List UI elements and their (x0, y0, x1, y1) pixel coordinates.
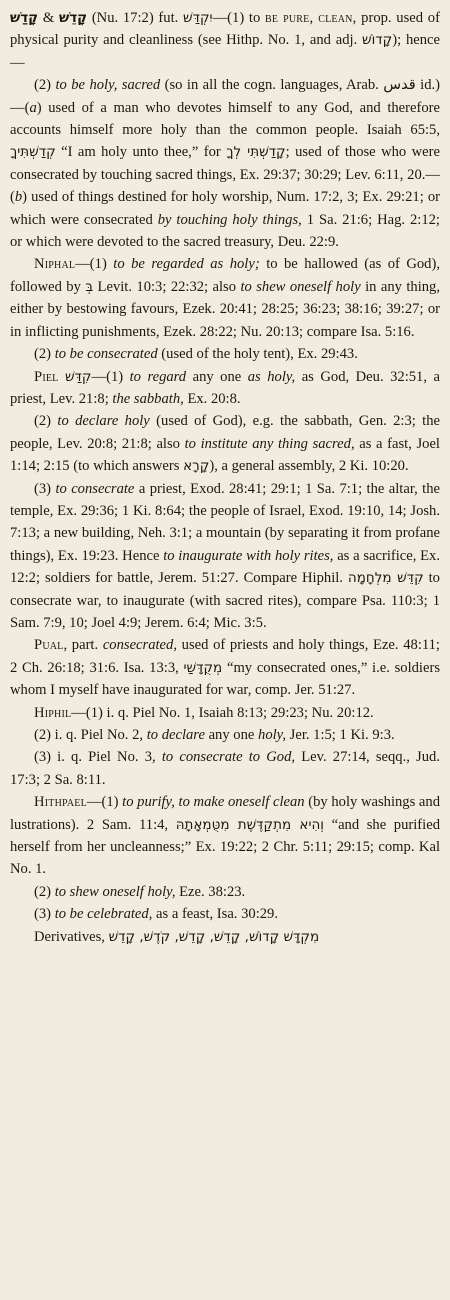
hithpael-hebrew: וְהִיא מִתְקַדֶּשֶׁת מִטֻּמְאָתָהּ (175, 816, 324, 833)
piel-label: Piel (34, 368, 59, 385)
niphal-sense1-gloss2: to shew oneself holy (240, 278, 361, 295)
piel-sense2-gloss2: to institute any thing sacred, (184, 435, 355, 452)
sense2-text1: (so in all the cogn. languages, Arab. (164, 77, 379, 94)
piel-sense2-gloss: to declare holy (57, 413, 150, 430)
pual-text3: ” i.e. soldiers whom I myself have inaugurated for war, comp. Jer. 51:27. (10, 659, 440, 699)
sense2-text3: ) used of a man who devotes himself to any God, and therefore accounts himself more holy than the common people. Isaiah 65:5, (10, 99, 440, 139)
sense2-text2: id.)—( (10, 77, 441, 116)
piel-sense1-lead: —(1) (91, 368, 124, 385)
isaiah-quote-open: “ (61, 144, 68, 161)
ref-numbers: (Nu. 17:2) fut. (91, 10, 179, 26)
hithpael-sense2-num: (2) (34, 883, 52, 900)
piel-sense2-text3: ), a general assembly, 2 Ki. 10:20. (209, 458, 409, 475)
entry-column (10, 7, 440, 948)
hithpael-sense-2 (10, 881, 440, 903)
piel-sense1-text3: Ex. 20:8. (187, 390, 241, 407)
amp: & (42, 10, 55, 26)
pual-section (10, 634, 440, 701)
piel-sense3-text1: a priest, Exod. 28:41; 29:1; 1 Sa. 7:1; the altar, the temple, Ex. 29:36; 1 Ki. 8:64; the people of Israel, Exod. 19:10, 14; Josh. 7:13; a new building, Neh. 3:1; a mountain (by separating it from profane things), Ex. 19:23. Hence (10, 480, 440, 564)
headword-variant: קָדֵשׁ (58, 10, 88, 26)
hiphil-sense1: —(1) i. q. Piel No. 1, Isaiah 8:13; 29:23; Nu. 20:12. (71, 704, 374, 721)
hiphil-sense-2 (10, 724, 440, 746)
pual-text2: used of priests and holy things, Eze. 48:11; 2 Ch. 26:18; 31:6. Isa. 13:3, (10, 637, 440, 676)
fut-form: יִקְדַּשׁ (183, 10, 213, 26)
niphal-sense1-lead: —(1) (75, 256, 107, 273)
arabic-cognate: قدس (383, 76, 416, 94)
derivatives-line (10, 926, 440, 948)
isaiah-gloss: I am holy unto thee, (67, 144, 192, 161)
piel-war-hebrew: קִדֵּשׁ מִלְחָמָה (347, 570, 424, 587)
niphal-sense1-text3: in any thing, either by bestowing favours, Ezek. 20:41; 28:25; 36:23; 38:16; 39:27; or in inflicting punishments, Ezek. 28:22; Nu. 20:13; compare Isa. 5:16. (10, 278, 441, 340)
hithpael-text2: ” Ex. 19:22; 2 Chr. 5:11; 29:15; comp. Kal No. 1. (10, 839, 441, 878)
hiphil-label: Hiphil (34, 704, 72, 721)
hiphil-sense3-gloss: to consecrate to God, (161, 749, 296, 766)
piel-sense3-text2: as a sacrifice, Ex. 12:2; soldiers for battle, Jerem. 51:27. Compare Hiphil. (10, 547, 440, 587)
hiphil-sense-3 (10, 746, 440, 791)
niphal-sense1-text2: Levit. 10:3; 22:32; also (97, 278, 237, 295)
piel-sense1-gloss2: as holy, (247, 368, 296, 385)
touching-gloss: by touching holy things, (157, 211, 302, 228)
piel-qara: קָרָא (183, 458, 210, 475)
hithpael-section (10, 791, 440, 881)
sense1-caps: be pure, clean, (265, 10, 357, 26)
sense1-rest: prop. used of physical purity and cleanliness (see Hithp. No. 1, and adj. (10, 10, 440, 49)
piel-sense-2 (10, 410, 440, 477)
hithpael-sense2-gloss: to shew oneself holy, (54, 883, 176, 900)
hithpael-sense3-num: (3) (34, 906, 52, 923)
sense2-text4: ; used of those who were consecrated by touching sacred things, Ex. 29:37; 30:29; Lev. 6:11, 20.—( (10, 144, 440, 206)
hiphil-sense2-text1: (2) i. q. Piel No. 2, (34, 727, 144, 743)
adj-form: קָדוֹשׁ (362, 32, 393, 49)
sense2-gloss: to be holy, sacred (55, 77, 161, 94)
niphal-sense1-text1: to be hallowed (as of God), followed by (10, 256, 440, 295)
piel-sense-3 (10, 478, 440, 635)
derivatives-forms: מִקְדָּשׁ קָדוֹשׁ, קָדֵשׁ, קָדֵשׁ, קֹדֶשׁ, קָדֵשׁ (108, 928, 320, 945)
piel-sense1-gloss1: to regard (129, 368, 187, 385)
entry-kadash-main (10, 7, 440, 74)
hiphil-sense3-text1: (3) i. q. Piel No. 3, (34, 749, 156, 766)
hithpael-quote-open: “ (331, 816, 339, 833)
pual-text1: , part. (63, 637, 99, 654)
pual-label: Pual (34, 637, 64, 654)
hithpael-gloss3: and she purified herself from her uncleanness; (10, 816, 440, 856)
sense1-lead: —(1) to (212, 10, 261, 26)
niphal-sense-2 (10, 343, 440, 365)
piel-sabbath: the sabbath, (112, 390, 184, 407)
hithpael-sense3-gloss: to be celebrated, (54, 906, 153, 923)
hithpael-sense1-gloss: to purify, (122, 794, 175, 811)
dictionary-page (6, 0, 444, 1300)
hithpael-sense1-lead: —(1) (86, 794, 119, 811)
isaiah-quote-close: ” for (191, 144, 221, 161)
piel-sense3-gloss2: to inaugurate with holy rites, (163, 547, 334, 564)
isaiah-hebrew-2: קָדַשְׁתִּי לְךָ (226, 144, 286, 161)
hithpael-sense3-text: as a feast, Isa. 30:29. (156, 906, 278, 923)
hiphil-section (10, 702, 440, 724)
piel-sense2-text2: as a fast, Joel 1:14; 2:15 (to which answers (10, 435, 440, 475)
hithpael-sense1-text1: (by holy washings and lustrations). 2 Sam. 11:4, (10, 794, 440, 833)
pual-gloss: consecrated, (102, 637, 177, 654)
hiphil-sense2-gloss2: holy, (258, 727, 286, 743)
sense2-text6: 1 Sa. 21:6; Hag. 2:12; or which were devoted to the sacred treasury, Deu. 22:9. (10, 211, 440, 251)
hiphil-sense2-gloss: to declare (146, 727, 205, 743)
sense1-end: ); hence— (10, 32, 440, 71)
sense2-text5: ) used of things destined for holy worship, Num. 17:2, 3; Ex. 29:21; or which were consecrated (10, 189, 440, 228)
hithpael-label: Hithpael (34, 794, 87, 811)
pual-gloss2: my consecrated ones, (233, 659, 361, 676)
hithpael-sense-3 (10, 903, 440, 925)
piel-section (10, 366, 440, 411)
piel-form: קִדַּשׁ (64, 368, 92, 385)
hithpael-sense2-text: Eze. 38:23. (179, 883, 246, 900)
niphal-sense2-num: (2) (34, 346, 52, 363)
hiphil-sense2-text3: Jer. 1:5; 1 Ki. 9:3. (289, 727, 395, 743)
niphal-prep: בְּ (85, 278, 94, 295)
b-letter: b (14, 189, 23, 206)
niphal-sense2-gloss: to be consecrated (54, 346, 158, 363)
entry-sense-2 (10, 74, 440, 253)
piel-sense1-text1: any one (192, 368, 242, 385)
isaiah-hebrew: קְדַשְׁתִּיךָ (10, 144, 56, 161)
piel-sense3-gloss: to consecrate (55, 480, 135, 497)
a-letter: a (29, 99, 37, 116)
niphal-sense2-text: (used of the holy tent), Ex. 29:43. (161, 346, 358, 363)
pual-hebrew: מְקֻדָּשַׁי (183, 659, 223, 676)
sense2-num: (2) (34, 77, 52, 94)
piel-sense3-text3: to consecrate war, to inaugurate (with sacred rites), compare Psa. 110:3; 1 Sam. 7:9, 10; Joel 4:9; Jerem. 6:4; Mic. 3:5. (10, 570, 440, 631)
derivatives-label: Derivatives, (34, 928, 105, 945)
niphal-label: Niphal (34, 256, 76, 273)
piel-sense2-text1: (used of God), e.g. the sabbath, Gen. 2:3; the people, Lev. 20:8; 21:8; also (10, 413, 440, 452)
piel-sense1-text2: as God, Deu. 32:51, a priest, Lev. 21:8; (10, 368, 440, 407)
piel-sense3-num: (3) (34, 480, 52, 497)
niphal-section (10, 253, 440, 343)
hiphil-sense3-text2: Lev. 27:14, seqq., Jud. 17:3; 2 Sa. 8:11. (10, 749, 440, 788)
hiphil-sense2-text2: any one (208, 727, 255, 743)
piel-sense2-num: (2) (34, 413, 52, 430)
headword: קָדַשׁ (10, 10, 39, 26)
niphal-sense1-gloss: to be regarded as holy; (113, 256, 260, 273)
hithpael-sense1-gloss2: to make oneself clean (178, 794, 305, 811)
pual-quote-open: “ (226, 659, 234, 676)
